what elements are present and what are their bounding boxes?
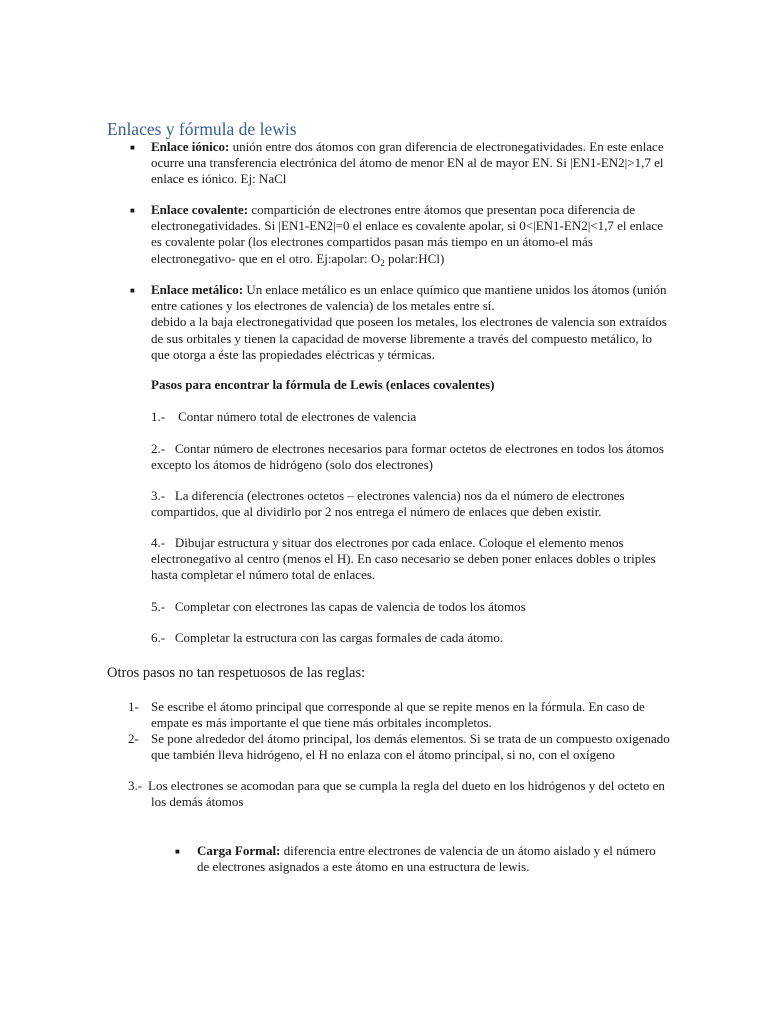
bullet-square-icon: ■ <box>130 286 135 295</box>
bullet-text-continued: debido a la baja electronegatividad que poseen los metales, los electrones de valencia son extraídos de sus orbitales y tienen la capacidad de moverse libremente a través del compuesto metálico, lo que otorga a éste las propiedades eléctricas y térmicas. <box>151 314 667 362</box>
step-text: La diferencia (electrones octetos – electrones valencia) nos da el número de electrones compartidos, que al dividirlo por 2 nos entrega el número de enlaces que deben existir. <box>151 488 625 520</box>
step-text: Contar número total de electrones de valencia <box>178 409 417 424</box>
carga-text: diferencia entre electrones de valencia de un átomo aislado y el número de electrones asignados a este átomo en una estructura de lewis. <box>197 843 656 875</box>
lewis-heading <box>151 377 671 393</box>
other-step-number: 3.- <box>128 778 143 793</box>
lewis-step-2 <box>151 441 671 473</box>
step-number: 5.- <box>151 599 166 614</box>
page-title: Enlaces y fórmula de lewis <box>107 119 297 139</box>
carga-formal <box>197 843 657 875</box>
bullet-enlace-covalente <box>151 202 671 267</box>
bullet-square-icon: ■ <box>130 206 135 215</box>
lewis-heading-text: Pasos para encontrar la fórmula de Lewis (enlaces covalentes) <box>151 377 495 392</box>
other-step-2-text: Se pone alrededor del átomo principal, los demás elementos. Si se trata de un compuesto oxigenado que también lleva hidrógeno, el H no enlaza con el átomo principal, si no, con el oxígeno <box>151 731 670 763</box>
bullet-term: Enlace covalente: <box>151 202 249 217</box>
step-number: 4.- <box>151 535 166 550</box>
other-steps-heading: Otros pasos no tan respetuosos de las reglas: <box>107 665 366 681</box>
bullet-enlace-metalico <box>151 282 671 363</box>
step-text: Dibujar estructura y situar dos electrones por cada enlace. Coloque el elemento menos electronegativo al centro (menos el H). En caso necesario se deben poner enlaces dobles o triples hasta completar el número total de enlaces. <box>151 535 656 583</box>
other-step-3-text: Los electrones se acomodan para que se cumpla la regla del dueto en los hidrógenos y del octeto en los demás átomos <box>148 778 665 810</box>
lewis-step-6 <box>151 630 671 646</box>
bullet-text: Un enlace metálico es un enlace químico que mantiene unidos los átomos (unión entre cationes y los electrones de valencia) de los metales entre sí. <box>151 282 667 314</box>
lewis-step-5 <box>151 599 671 615</box>
bullet-text-after: polar:HCl) <box>384 250 445 266</box>
carga-term: Carga Formal: <box>197 843 281 858</box>
bullet-square-icon: ■ <box>130 143 135 152</box>
step-text: Completar con electrones las capas de valencia de todos los átomos <box>174 599 526 614</box>
step-number: 6.- <box>151 630 166 645</box>
step-number: 2.- <box>151 441 166 456</box>
other-step-number: 2- <box>128 731 139 746</box>
step-number: 3.- <box>151 488 166 503</box>
subscript: 2 <box>380 257 385 268</box>
bullet-text: compartición de electrones entre átomos que presentan poca diferencia de electronegatividades. Si |EN1-EN2|=0 el enlace es covalente apolar, si 0<|EN1-EN2|<1,7 el enlace es covalente polar (los electrones compartidos pasan más tiempo en un átomo-el más electronegativo- que en el otro. Ej:apolar: O <box>151 202 663 266</box>
lewis-step-3 <box>151 488 671 520</box>
bullet-square-icon: ■ <box>175 847 180 856</box>
bullet-text: unión entre dos átomos con gran diferencia de electronegatividades. En este enlace ocurre una transferencia electrónica del átomo de menor EN al de mayor EN. Si |EN1-EN2|>1,7 el enlace es iónico. Ej: NaCl <box>151 139 664 187</box>
other-step-1-text: Se escribe el átomo principal que corresponde al que se repite menos en la fórmula. En caso de empate es más importante el que tiene más orbitales incompletos. <box>151 699 645 731</box>
step-text: Contar número de electrones necesarios para formar octetos de electrones en todos los átomos excepto los átomos de hidrógeno (solo dos electrones) <box>151 441 664 473</box>
lewis-step-1 <box>151 409 671 425</box>
bullet-term: Enlace metálico: <box>151 282 244 297</box>
bullet-term: Enlace iónico: <box>151 139 230 154</box>
other-step-number: 1- <box>128 699 139 714</box>
step-text: Completar la estructura con las cargas formales de cada átomo. <box>174 630 504 645</box>
step-number: 1.- <box>151 409 166 424</box>
bullet-enlace-ionico <box>151 139 671 188</box>
lewis-step-4 <box>151 535 671 584</box>
